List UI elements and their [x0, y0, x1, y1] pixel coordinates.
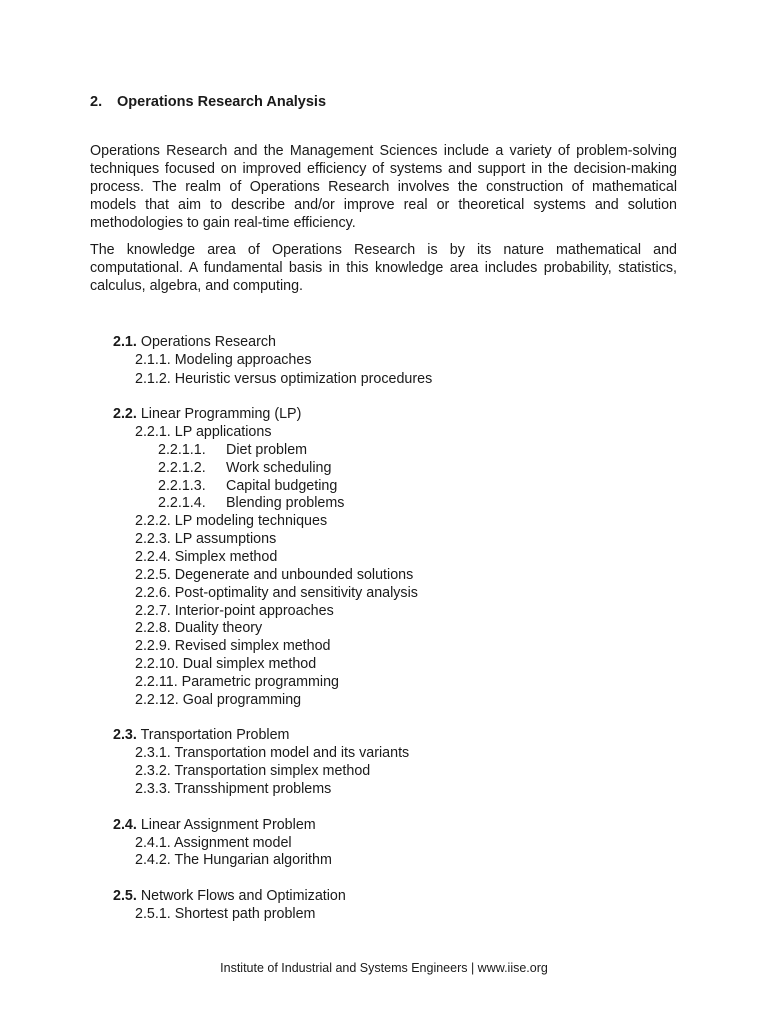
outline-item-2-2-10	[135, 655, 316, 673]
outline-number: 2.2.1.1.	[158, 442, 206, 458]
outline-number: 2.2.10.	[135, 656, 179, 672]
outline-number: 2.2.11.	[135, 674, 178, 690]
outline-text: Duality theory	[174, 620, 263, 636]
outline-item-2-3-2	[135, 762, 370, 780]
outline-text: Interior-point approaches	[174, 603, 334, 619]
outline-text: Modeling approaches	[174, 352, 312, 368]
outline-item-2-1-1	[135, 351, 311, 369]
outline-item-2-2-1-4	[158, 494, 344, 512]
paragraph-line: models that aim to describe and/or improve real or theoretical systems and solution	[90, 197, 677, 213]
outline-item-2-4	[113, 816, 316, 834]
outline-number: 2.1.1.	[135, 352, 171, 368]
outline-text: Transshipment problems	[174, 781, 332, 797]
outline-number: 2.2.7.	[135, 603, 171, 619]
outline-text: Shortest path problem	[174, 906, 316, 922]
outline-item-2-2-1-3	[158, 477, 337, 495]
paragraph-line: The knowledge area of Operations Research is by its nature mathematical and	[90, 242, 677, 258]
outline-item-2-2-4	[135, 548, 277, 566]
outline-item-2-3-3	[135, 780, 331, 798]
outline-number: 2.5.1.	[135, 906, 171, 922]
outline-text: Degenerate and unbounded solutions	[174, 567, 414, 583]
outline-text: Transportation simplex method	[174, 763, 371, 779]
outline-number: 2.2.1.	[135, 424, 171, 440]
outline-item-2-1-2	[135, 370, 432, 388]
outline-text: LP applications	[174, 424, 272, 440]
page-footer: Institute of Industrial and Systems Engineers | www.iise.org	[220, 961, 548, 975]
outline-item-2-5-1	[135, 905, 315, 923]
outline-number: 2.3.3.	[135, 781, 171, 797]
paragraph-line: techniques focused on improved efficiency of systems and support in the decision-making	[90, 161, 677, 177]
section-number: 2.	[90, 94, 103, 110]
outline-text: Blending problems	[226, 495, 345, 511]
paragraph-line: Operations Research and the Management Sciences include a variety of problem-solving	[90, 143, 677, 159]
outline-text: Transportation model and its variants	[174, 745, 410, 761]
paragraph-line: computational. A fundamental basis in this knowledge area includes probability, statistics,	[90, 260, 677, 276]
outline-number: 2.2.3.	[135, 531, 171, 547]
outline-item-2-2-11	[135, 673, 339, 691]
outline-number: 2.1.2.	[135, 371, 171, 387]
outline-text: LP assumptions	[174, 531, 277, 547]
outline-text: Transportation Problem	[140, 727, 290, 743]
outline-number: 2.2.5.	[135, 567, 171, 583]
outline-text: Linear Programming (LP)	[140, 406, 302, 422]
outline-text: Diet problem	[226, 442, 308, 458]
outline-text: Dual simplex method	[182, 656, 317, 672]
outline-item-2-2-2	[135, 512, 327, 530]
outline-item-2-2-8	[135, 619, 262, 637]
outline-item-2-4-2	[135, 851, 332, 869]
paragraph-line: calculus, algebra, and computing.	[90, 278, 303, 294]
outline-number: 2.2.8.	[135, 620, 171, 636]
outline-number: 2.4.2.	[135, 852, 171, 868]
outline-number: 2.3.2.	[135, 763, 171, 779]
outline-text: Simplex method	[174, 549, 278, 565]
outline-text: Operations Research	[140, 334, 276, 350]
outline-item-2-2-1-1	[158, 441, 307, 459]
outline-text: The Hungarian algorithm	[174, 852, 332, 868]
outline-number: 2.2.	[113, 406, 137, 422]
outline-item-2-2-5	[135, 566, 413, 584]
outline-text: Network Flows and Optimization	[140, 888, 346, 904]
outline-number: 2.2.1.4.	[158, 495, 206, 511]
outline-item-2-2-6	[135, 584, 418, 602]
outline-text: Capital budgeting	[226, 478, 338, 494]
outline-number: 2.2.2.	[135, 513, 171, 529]
outline-item-2-1	[113, 333, 276, 351]
outline-number: 2.2.1.2.	[158, 460, 206, 476]
outline-number: 2.2.1.3.	[158, 478, 206, 494]
outline-item-2-2-7	[135, 602, 334, 620]
outline-text: Assignment model	[173, 835, 292, 851]
outline-item-2-3-1	[135, 744, 409, 762]
outline-text: Revised simplex method	[174, 638, 331, 654]
outline-item-2-2-1-2	[158, 459, 331, 477]
outline-number: 2.3.1.	[135, 745, 171, 761]
outline-item-2-3	[113, 726, 289, 744]
outline-number: 2.2.6.	[135, 585, 171, 601]
outline-item-2-2-3	[135, 530, 276, 548]
outline-number: 2.1.	[113, 334, 137, 350]
paragraph-line: process. The realm of Operations Research involves the construction of mathematical	[90, 179, 677, 195]
outline-number: 2.2.4.	[135, 549, 171, 565]
outline-number: 2.5.	[113, 888, 137, 904]
section-title: Operations Research Analysis	[117, 94, 327, 110]
outline-text: Parametric programming	[181, 674, 339, 690]
outline-item-2-5	[113, 887, 346, 905]
outline-item-2-2-9	[135, 637, 331, 655]
outline-item-2-2-12	[135, 691, 301, 709]
outline-number: 2.4.	[113, 817, 137, 833]
paragraph-line: methodologies to gain real-time efficiency.	[90, 215, 356, 231]
outline-number: 2.3.	[113, 727, 137, 743]
outline-number: 2.4.1.	[135, 835, 171, 851]
outline-text: Post-optimality and sensitivity analysis	[174, 585, 418, 601]
outline-text: Work scheduling	[226, 460, 332, 476]
outline-item-2-4-1	[135, 834, 292, 852]
outline-text: LP modeling techniques	[174, 513, 328, 529]
outline-item-2-2-1	[135, 423, 271, 441]
outline-text: Heuristic versus optimization procedures	[174, 371, 433, 387]
outline-item-2-2	[113, 405, 301, 423]
outline-number: 2.2.12.	[135, 692, 179, 708]
outline-number: 2.2.9.	[135, 638, 171, 654]
outline-text: Linear Assignment Problem	[140, 817, 316, 833]
outline-text: Goal programming	[182, 692, 302, 708]
